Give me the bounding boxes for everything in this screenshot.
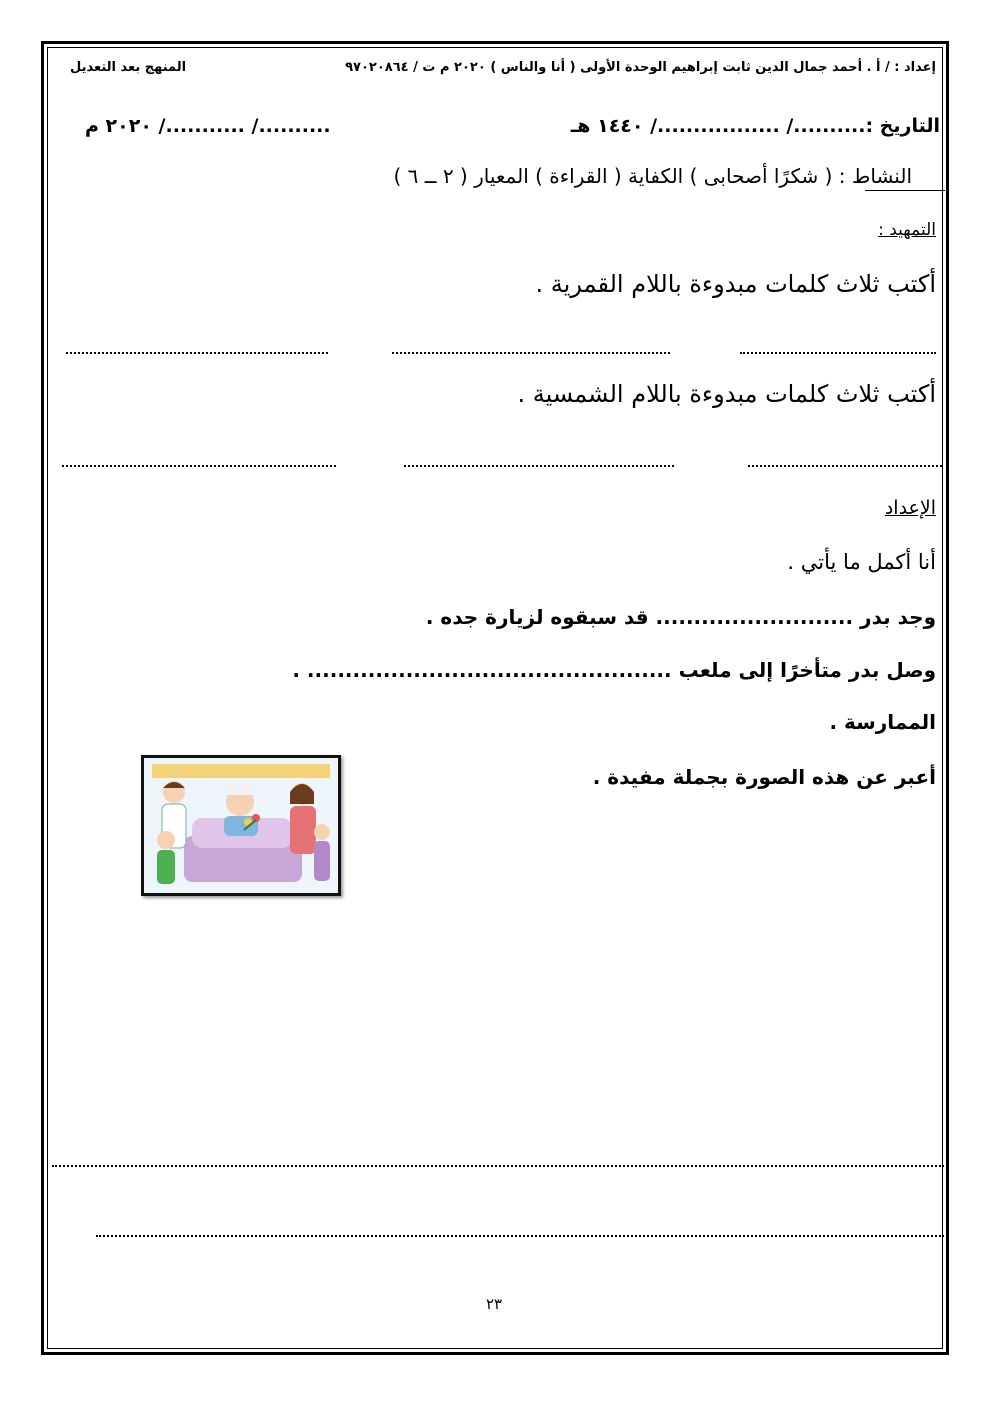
practice-instruction: أعبر عن هذه الصورة بجملة مفيدة .	[592, 765, 936, 789]
prep-heading: الإعداد	[884, 497, 936, 519]
practice-answer-line-1	[52, 1145, 944, 1167]
prep-instruction: أنا أكمل ما يأتي .	[787, 550, 936, 574]
practice-heading: الممارسة .	[829, 710, 936, 734]
curriculum-label: المنهج بعد التعديل	[70, 60, 187, 75]
prep-sentence-2: وصل بدر متأخرًا إلى ملعب ................................................ .	[292, 658, 936, 682]
answer-line-solar-1	[748, 445, 942, 467]
answer-line-lunar-1	[740, 332, 936, 354]
answer-line-solar-2	[404, 445, 674, 467]
page-number: ٢٣	[486, 1295, 503, 1313]
activity-line: النشاط : ( شكرًا أصحابى ) الكفاية ( القراءة ) المعيار ( ٢ ــ ٦ )	[393, 164, 912, 188]
date-hijri: التاريخ :........../ ................./ ١٤٤٠ هـ	[570, 115, 940, 137]
author-line: إعداد : / أ . أحمد جمال الدين ثابت إبراهيم الوحدة الأولى ( أنا والناس ) ٢٠٢٠ م ت / ٩٧٠٢٠٨٦٤	[345, 60, 936, 75]
date-gregorian: ........../ .........../ ٢٠٢٠ م	[85, 115, 331, 137]
answer-line-lunar-3	[66, 332, 328, 354]
illustration-icon	[144, 758, 338, 893]
answer-line-solar-3	[62, 445, 336, 467]
family-visiting-patient-illustration	[141, 755, 341, 896]
answer-line-lunar-2	[392, 332, 670, 354]
prep-sentence-1: وجد بدر .......................... قد سبقوه لزيارة جده .	[425, 605, 936, 629]
practice-answer-line-2	[96, 1215, 944, 1237]
task-lunar-lam: أكتب ثلاث كلمات مبدوءة باللام القمرية .	[535, 270, 936, 298]
task-solar-lam: أكتب ثلاث كلمات مبدوءة باللام الشمسية .	[517, 380, 936, 408]
intro-heading: التمهيد :	[878, 220, 936, 240]
activity-underline	[865, 190, 945, 191]
